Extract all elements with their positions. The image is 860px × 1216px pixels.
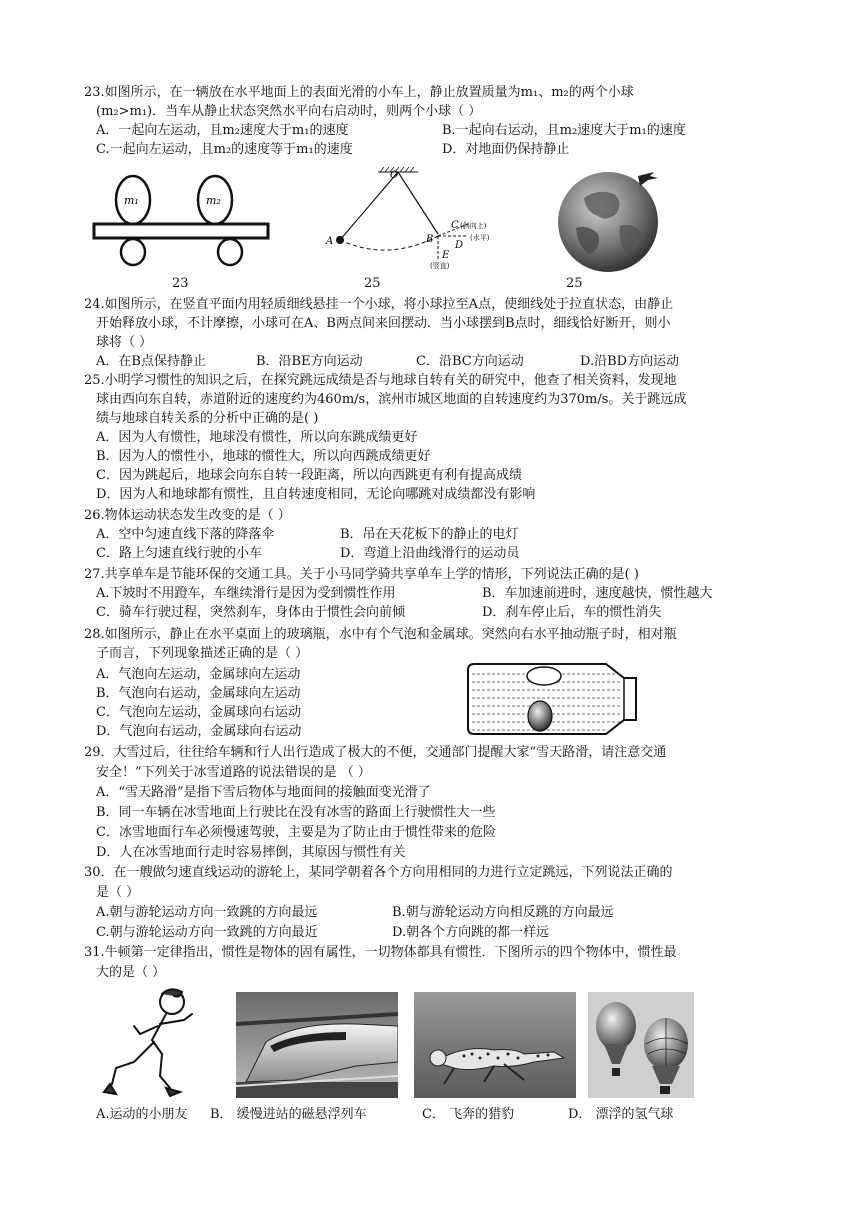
q30-option-b: B.朝与游轮运动方向相反跳的方向最远 bbox=[392, 905, 614, 920]
q28-option-b: B．气泡向右运动，金属球向左运动 bbox=[96, 686, 301, 701]
q29-option-d: D．人在冰雪地面行走时容易摔倒，其原因与惯性有关 bbox=[96, 845, 406, 860]
q31-option-d: D． 漂浮的氢气球 bbox=[568, 1107, 674, 1122]
q31-stem-line2: 大的是（ ） bbox=[96, 965, 166, 980]
q25-option-b: B．因为人的惯性小，地球的惯性大，所以向西跳成绩更好 bbox=[96, 449, 431, 464]
q27-option-d: D．刹车停止后，车的惯性消失 bbox=[482, 605, 662, 620]
label-d: D bbox=[455, 240, 464, 251]
q26-option-a: A．空中匀速直线下落的降落伞 bbox=[96, 527, 275, 542]
ball-m2-label: m₂ bbox=[206, 194, 221, 207]
q23-stem-line2: (m₂>m₁)．当车从静止状态突然水平向右启动时，则两个小球（ ） bbox=[96, 104, 482, 119]
q26-option-d: D．弯道上沿曲线滑行的运动员 bbox=[340, 546, 520, 561]
note-c: (斜向上) bbox=[460, 222, 487, 230]
pendulum-figure bbox=[318, 166, 508, 270]
figure-caption-23: 23 bbox=[172, 276, 189, 291]
q29-option-b: B．同一车辆在冰雪地面上行驶比在没有冰雪的路面上行驶惯性大一些 bbox=[96, 805, 496, 820]
q25-stem-line2: 球由西向东自转，赤道附近的速度约为460m/s，滨州市城区地面的自转速度约为370m/s。关于跳远成 bbox=[96, 392, 687, 407]
q31-option-c: C． 飞奔的猎豹 bbox=[422, 1107, 515, 1122]
q23-option-a: A．一起向左运动，且m₂速度大于m₁的速度 bbox=[96, 123, 349, 138]
label-e: E bbox=[442, 250, 450, 261]
ball-m1-label: m₁ bbox=[124, 194, 139, 207]
hot-air-balloons-figure bbox=[588, 992, 694, 1098]
q28-option-a: A．气泡向左运动，金属球向左运动 bbox=[96, 667, 301, 682]
q27-option-c: C．骑车行驶过程，突然刹车，身体由于惯性会向前倾 bbox=[96, 605, 405, 620]
q24-option-d: D.沿BD方向运动 bbox=[580, 354, 680, 369]
q29-option-c: C．冰雪地面行车必须慢速驾驶，主要是为了防止由于惯性带来的危险 bbox=[96, 825, 496, 840]
figure-caption-25-pendulum: 25 bbox=[364, 276, 381, 291]
q24-option-a: A．在B点保持静止 bbox=[96, 354, 206, 369]
earth-figure bbox=[554, 164, 666, 274]
q24-stem-line3: 球将（ ） bbox=[96, 335, 153, 350]
q31-option-b: B． 缓慢进站的磁悬浮列车 bbox=[210, 1107, 367, 1122]
q27-option-a: A.下坡时不用蹬车，车继续滑行是因为受到惯性作用 bbox=[96, 586, 396, 601]
running-child-figure bbox=[100, 984, 200, 1098]
cheetah-figure bbox=[414, 992, 576, 1098]
note-e: (竖直) bbox=[430, 262, 450, 270]
q26-option-c: C．路上匀速直线行驶的小车 bbox=[96, 546, 262, 561]
bottle-figure bbox=[466, 660, 650, 738]
q25-option-c: C．因为跳起后，地球会向东自转一段距离，所以向西跳更有利有提高成绩 bbox=[96, 468, 522, 483]
q30-option-a: A.朝与游轮运动方向一致跳的方向最远 bbox=[96, 905, 318, 920]
q24-option-c: C．沿BC方向运动 bbox=[416, 354, 524, 369]
q28-stem-line2: 子而言，下列现象描述正确的是（ ） bbox=[96, 646, 309, 661]
q27-stem: 27.共享单车是节能环保的交通工具。关于小马同学骑共享单车上学的情形，下列说法正确的是( ) bbox=[84, 567, 639, 582]
q24-stem-line2: 开始释放小球，不计摩擦，小球可在A、B两点间来回摆动．当小球摆到B点时，细线恰好断开，则小 bbox=[96, 316, 671, 331]
q23-option-c: C.一起向左运动，且m₂的速度等于m₁的速度 bbox=[96, 142, 353, 157]
label-c: C bbox=[451, 220, 459, 231]
note-d: (水平) bbox=[470, 234, 490, 242]
maglev-train-figure bbox=[236, 992, 398, 1098]
q30-stem-line1: 30．在一艘做匀速直线运动的游轮上，某同学朝着各个方向用相同的力进行立定跳远，下列说法正确的 bbox=[84, 865, 673, 880]
q23-option-d: D．对地面仍保持静止 bbox=[442, 142, 570, 157]
q24-option-b: B．沿BE方向运动 bbox=[256, 354, 363, 369]
q31-option-a: A.运动的小朋友 bbox=[96, 1107, 188, 1122]
q30-stem-line2: 是（ ） bbox=[96, 885, 140, 900]
label-o: O bbox=[390, 170, 399, 181]
label-b: B bbox=[426, 234, 434, 245]
q25-option-a: A．因为人有惯性，地球没有惯性，所以向东跳成绩更好 bbox=[96, 430, 418, 445]
q23-stem-line1: 23.如图所示，在一辆放在水平地面上的表面光滑的小车上，静止放置质量为m₁、m₂的两个小球 bbox=[84, 85, 634, 100]
q29-stem-line1: 29．大雪过后，往往给车辆和行人出行造成了极大的不便，交通部门提醒大家“雪天路滑，请注意交通 bbox=[84, 745, 667, 760]
q30-option-c: C.朝与游轮运动方向一致跳的方向最近 bbox=[96, 925, 318, 940]
q28-stem-line1: 28.如图所示，静止在水平桌面上的玻璃瓶，水中有个气泡和金属球。突然向右水平抽动瓶子时，相对瓶 bbox=[84, 627, 677, 642]
q29-stem-line2: 安全！”下列关于冰雪道路的说法错误的是 （ ） bbox=[96, 765, 371, 780]
q26-option-b: B．吊在天花板下的静止的电灯 bbox=[340, 527, 519, 542]
q29-option-a: A．“雪天路滑”是指下雪后物体与地面间的接触面变光滑了 bbox=[96, 785, 431, 800]
q26-stem: 26.物体运动状态发生改变的是（ ） bbox=[84, 508, 291, 523]
q25-stem-line3: 绩与地球自转关系的分析中正确的是( ) bbox=[96, 411, 319, 426]
label-a: A bbox=[326, 236, 334, 247]
q25-option-d: D．因为人和地球都有惯性，且自转速度相同，无论向哪跳对成绩都没有影响 bbox=[96, 487, 536, 502]
q23-option-b: B.一起向右运动，且m₂速度大于m₁的速度 bbox=[442, 123, 686, 138]
figure-caption-25-earth: 25 bbox=[566, 276, 583, 291]
q30-option-d: D.朝各个方向跳的都一样远 bbox=[392, 925, 550, 940]
q24-stem-line1: 24.如图所示，在竖直平面内用轻质细线悬挂一个小球，将小球拉至A点，使细线处于拉直状态，由静止 bbox=[84, 297, 674, 312]
q31-stem-line1: 31.牛顿第一定律指出，惯性是物体的固有属性，一切物体都具有惯性．下图所示的四个物体中，惯性最 bbox=[84, 945, 677, 960]
q25-stem-line1: 25.小明学习惯性的知识之后，在探究跳远成绩是否与地球自转有关的研究中，他查了相关资料，发现地 bbox=[84, 373, 677, 388]
q28-option-d: D．气泡向右运动，金属球向右运动 bbox=[96, 724, 302, 739]
q27-option-b: B．车加速前进时，速度越快，惯性越大 bbox=[482, 586, 713, 601]
cart-with-balls-figure bbox=[88, 166, 274, 270]
q28-option-c: C．气泡向左运动，金属球向右运动 bbox=[96, 705, 301, 720]
